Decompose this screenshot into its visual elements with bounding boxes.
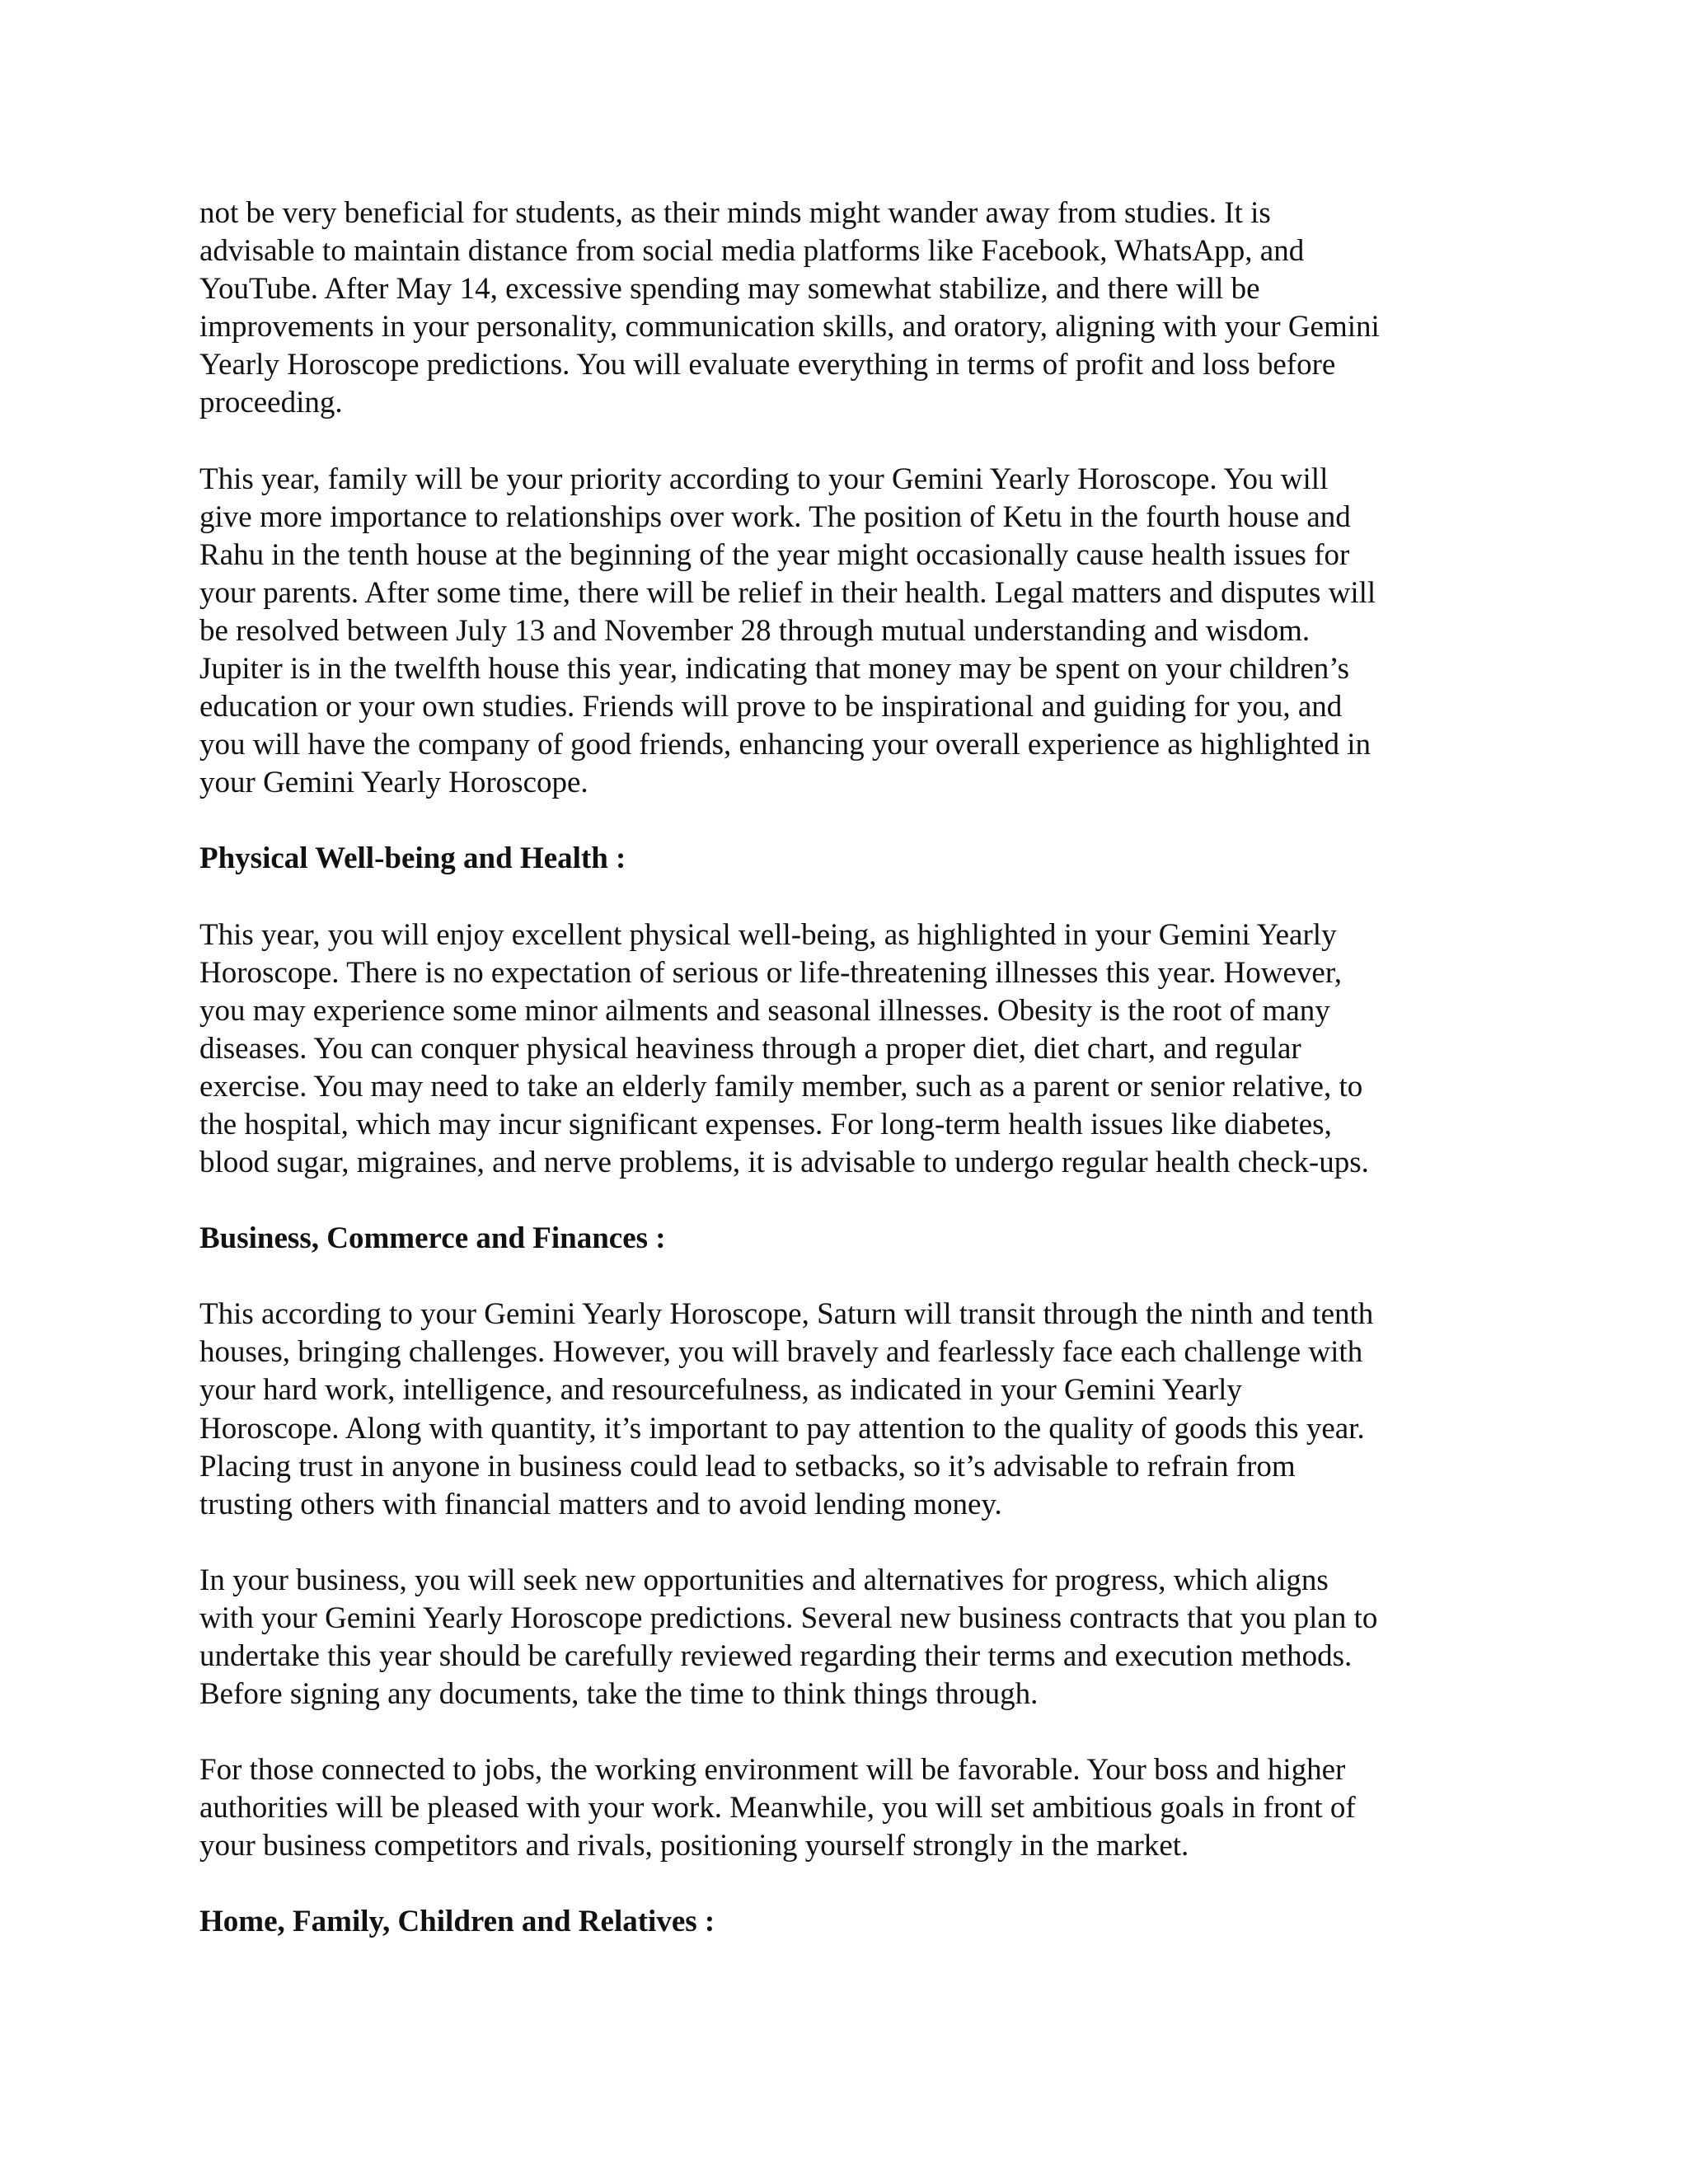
heading-health: Physical Well-being and Health : xyxy=(199,841,626,876)
paragraph-jobs: For those connected to jobs, the working environment will be favorable. Your boss and higher authorities will be pleased with your work. Meanwhile, you will set ambitious goals in front of your business competitors and rivals, positioning yourself strongly in the market. xyxy=(199,1753,1356,1863)
paragraph-business-opportunities: In your business, you will seek new opportunities and alternatives for progress, which aligns with your Gemini Yearly Horoscope predictions. Several new business contracts that you plan to undertake this year should be carefully reviewed regarding their terms and execution methods. Before signing any documents, take the time to think things through. xyxy=(199,1563,1378,1712)
document-body xyxy=(199,194,1490,1980)
paragraph-business-challenges: This according to your Gemini Yearly Horoscope, Saturn will transit through the ninth and tenth houses, bringing challenges. However, you will bravely and fearlessly face each challenge with your hard work, intelligence, and resourcefulness, as indicated in your Gemini Yearly Horoscope. Along with quantity, it’s important to pay attention to the quality of goods this year. Placing trust in anyone in business could lead to setbacks, so it’s advisable to refrain from trusting others with financial matters and to avoid lending money. xyxy=(199,1297,1374,1521)
paragraph-health: This year, you will enjoy excellent physical well-being, as highlighted in your Gemini Yearly Horoscope. There is no expectation of serious or life-threatening illnesses this year. However, you may experience some minor ailments and seasonal illnesses. Obesity is the root of many diseases. You can conquer physical heaviness through a proper diet, diet chart, and regular exercise. You may need to take an elderly family member, such as a parent or senior relative, to the hospital, which may incur significant expenses. For long-term health issues like diabetes, blood sugar, migraines, and nerve problems, it is advisable to undergo regular health check-ups. xyxy=(199,917,1369,1180)
paragraph-family-priority: This year, family will be your priority according to your Gemini Yearly Horoscope. You will give more importance to relationships over work. The position of Ketu in the fourth house and Rahu in the tenth house at the beginning of the year might occasionally cause health issues for your parents. After some time, there will be relief in their health. Legal matters and disputes will be resolved between July 13 and November 28 through mutual understanding and wisdom. Jupiter is in the twelfth house this year, indicating that money may be spent on your children’s education or your own studies. Friends will prove to be inspirational and guiding for you, and you will have the company of good friends, enhancing your overall experience as highlighted in your Gemini Yearly Horoscope. xyxy=(199,462,1376,800)
heading-family: Home, Family, Children and Relatives : xyxy=(199,1905,715,1939)
paragraph-students-spending: not be very beneficial for students, as their minds might wander away from studies. It is advisable to maintain distance from social media platforms like Facebook, WhatsApp, and YouTube. After May 14, excessive spending may somewhat stabilize, and there will be improvements in your personality, communication skills, and oratory, aligning with your Gemini Yearly Horoscope predictions. You will evaluate everything in terms of profit and loss before proceeding. xyxy=(199,196,1380,420)
heading-business: Business, Commerce and Finances : xyxy=(199,1221,666,1256)
